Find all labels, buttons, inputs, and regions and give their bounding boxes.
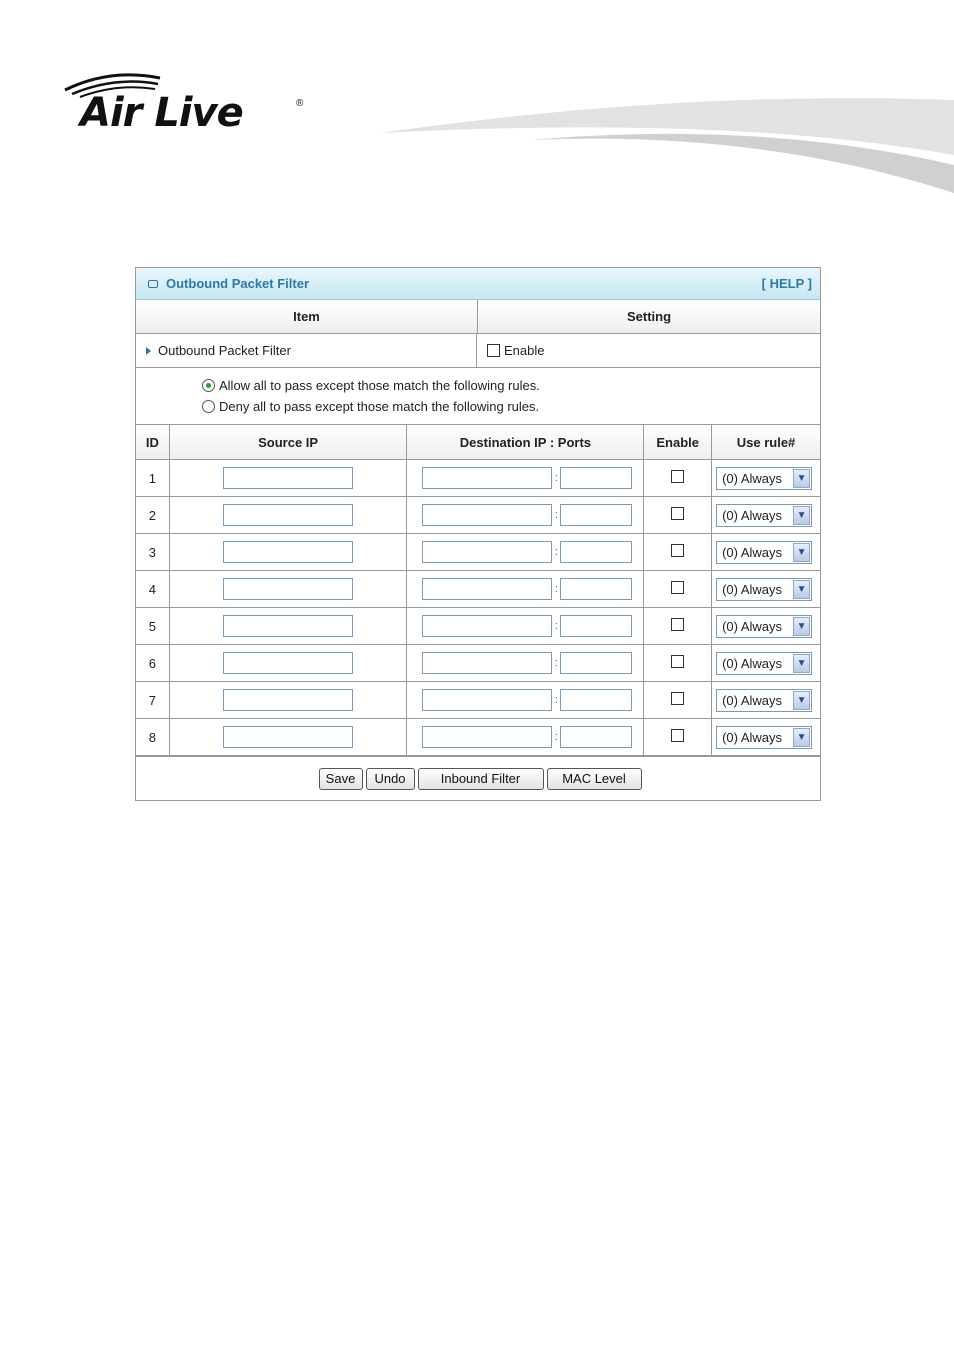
chevron-down-icon[interactable]: ▼ <box>793 617 810 636</box>
use-rule-value: (0) Always <box>722 507 783 523</box>
rule-id: 7 <box>136 682 169 719</box>
rule-row <box>136 608 820 645</box>
rule-row <box>136 497 820 534</box>
chevron-down-icon[interactable]: ▼ <box>793 728 810 747</box>
port-colon: : <box>554 620 558 632</box>
port-colon: : <box>554 731 558 743</box>
port-colon: : <box>554 694 558 706</box>
title-square-icon <box>148 280 158 288</box>
chevron-down-icon[interactable]: ▼ <box>793 469 810 488</box>
use-rule-value: (0) Always <box>722 618 783 634</box>
rule-enable-checkbox[interactable] <box>671 655 684 668</box>
help-link[interactable]: [ HELP ] <box>761 276 812 291</box>
panel-titlebar <box>136 268 820 300</box>
dest-port-input[interactable] <box>560 652 632 674</box>
rule-enable-checkbox[interactable] <box>671 729 684 742</box>
rule-row <box>136 682 820 719</box>
outbound-filter-row <box>136 334 820 368</box>
port-colon: : <box>554 583 558 595</box>
dest-port-input[interactable] <box>560 467 632 489</box>
col-destination: Destination IP : Ports <box>407 425 644 460</box>
rule-row <box>136 534 820 571</box>
rule-row <box>136 719 820 756</box>
dest-ip-input[interactable] <box>422 726 552 748</box>
source-ip-input[interactable] <box>223 689 353 711</box>
port-colon: : <box>554 657 558 669</box>
source-ip-input[interactable] <box>223 541 353 563</box>
panel-title: Outbound Packet Filter <box>166 276 310 291</box>
dest-ip-input[interactable] <box>422 652 552 674</box>
allow-radio-label: Allow all to pass except those match the following rules. <box>219 378 540 393</box>
rules-header-row <box>136 425 820 460</box>
rule-id: 1 <box>136 460 169 497</box>
use-rule-select[interactable] <box>716 726 812 749</box>
rule-enable-checkbox[interactable] <box>671 692 684 705</box>
rule-enable-checkbox[interactable] <box>671 544 684 557</box>
col-enable: Enable <box>644 425 712 460</box>
chevron-down-icon[interactable]: ▼ <box>793 654 810 673</box>
button-row <box>136 756 820 800</box>
dest-ip-input[interactable] <box>422 541 552 563</box>
use-rule-select[interactable] <box>716 652 812 675</box>
source-ip-input[interactable] <box>223 467 353 489</box>
rule-row <box>136 645 820 682</box>
source-ip-input[interactable] <box>223 652 353 674</box>
dest-ip-input[interactable] <box>422 578 552 600</box>
dest-ip-input[interactable] <box>422 615 552 637</box>
col-source-ip: Source IP <box>169 425 407 460</box>
rule-enable-checkbox[interactable] <box>671 470 684 483</box>
chevron-down-icon[interactable]: ▼ <box>793 580 810 599</box>
rule-id: 4 <box>136 571 169 608</box>
dest-port-input[interactable] <box>560 689 632 711</box>
dest-port-input[interactable] <box>560 578 632 600</box>
use-rule-select[interactable] <box>716 689 812 712</box>
use-rule-value: (0) Always <box>722 581 783 597</box>
rule-id: 5 <box>136 608 169 645</box>
use-rule-value: (0) Always <box>722 470 783 486</box>
bullet-arrow-icon <box>146 347 151 355</box>
dest-ip-input[interactable] <box>422 689 552 711</box>
port-colon: : <box>554 546 558 558</box>
header-swoosh <box>380 95 954 195</box>
use-rule-select[interactable] <box>716 504 812 527</box>
dest-ip-input[interactable] <box>422 504 552 526</box>
rule-id: 3 <box>136 534 169 571</box>
port-colon: : <box>554 509 558 521</box>
outbound-filter-label: Outbound Packet Filter <box>158 343 291 358</box>
chevron-down-icon[interactable]: ▼ <box>793 543 810 562</box>
rule-enable-checkbox[interactable] <box>671 507 684 520</box>
logo-registered: ® <box>296 98 304 109</box>
source-ip-input[interactable] <box>223 615 353 637</box>
item-setting-header <box>136 300 820 334</box>
use-rule-value: (0) Always <box>722 729 783 745</box>
save-button[interactable]: Save <box>319 768 363 790</box>
mac-level-button[interactable]: MAC Level <box>547 768 642 790</box>
chevron-down-icon[interactable]: ▼ <box>793 506 810 525</box>
port-colon: : <box>554 472 558 484</box>
airlive-logo <box>60 68 320 148</box>
use-rule-value: (0) Always <box>722 692 783 708</box>
allow-radio[interactable] <box>202 379 215 392</box>
dest-port-input[interactable] <box>560 541 632 563</box>
use-rule-select[interactable] <box>716 467 812 490</box>
dest-port-input[interactable] <box>560 615 632 637</box>
rule-enable-checkbox[interactable] <box>671 581 684 594</box>
radio-selected-icon <box>206 383 211 388</box>
rule-row <box>136 571 820 608</box>
dest-port-input[interactable] <box>560 504 632 526</box>
undo-button[interactable]: Undo <box>366 768 415 790</box>
use-rule-select[interactable] <box>716 615 812 638</box>
chevron-down-icon[interactable]: ▼ <box>793 691 810 710</box>
rule-row <box>136 460 820 497</box>
col-id: ID <box>136 425 169 460</box>
deny-radio-label: Deny all to pass except those match the following rules. <box>219 399 540 414</box>
rule-id: 8 <box>136 719 169 756</box>
use-rule-value: (0) Always <box>722 655 783 671</box>
rule-id: 2 <box>136 497 169 534</box>
source-ip-input[interactable] <box>223 578 353 600</box>
header-setting: Setting <box>626 309 672 324</box>
dest-port-input[interactable] <box>560 726 632 748</box>
use-rule-select[interactable] <box>716 541 812 564</box>
source-ip-input[interactable] <box>223 504 353 526</box>
inbound-filter-button[interactable]: Inbound Filter <box>418 768 544 790</box>
policy-radio-group <box>136 368 820 425</box>
dest-ip-input[interactable] <box>422 467 552 489</box>
rule-id: 6 <box>136 645 169 682</box>
enable-filter-checkbox[interactable] <box>487 344 500 357</box>
header-item: Item <box>136 300 478 333</box>
deny-radio[interactable] <box>202 400 215 413</box>
enable-label: Enable <box>504 343 545 358</box>
rules-table <box>136 425 820 756</box>
rule-enable-checkbox[interactable] <box>671 618 684 631</box>
col-use-rule: Use rule# <box>712 425 820 460</box>
source-ip-input[interactable] <box>223 726 353 748</box>
logo-text: Air Live <box>80 90 243 136</box>
outbound-filter-panel <box>135 267 821 801</box>
use-rule-value: (0) Always <box>722 544 783 560</box>
use-rule-select[interactable] <box>716 578 812 601</box>
